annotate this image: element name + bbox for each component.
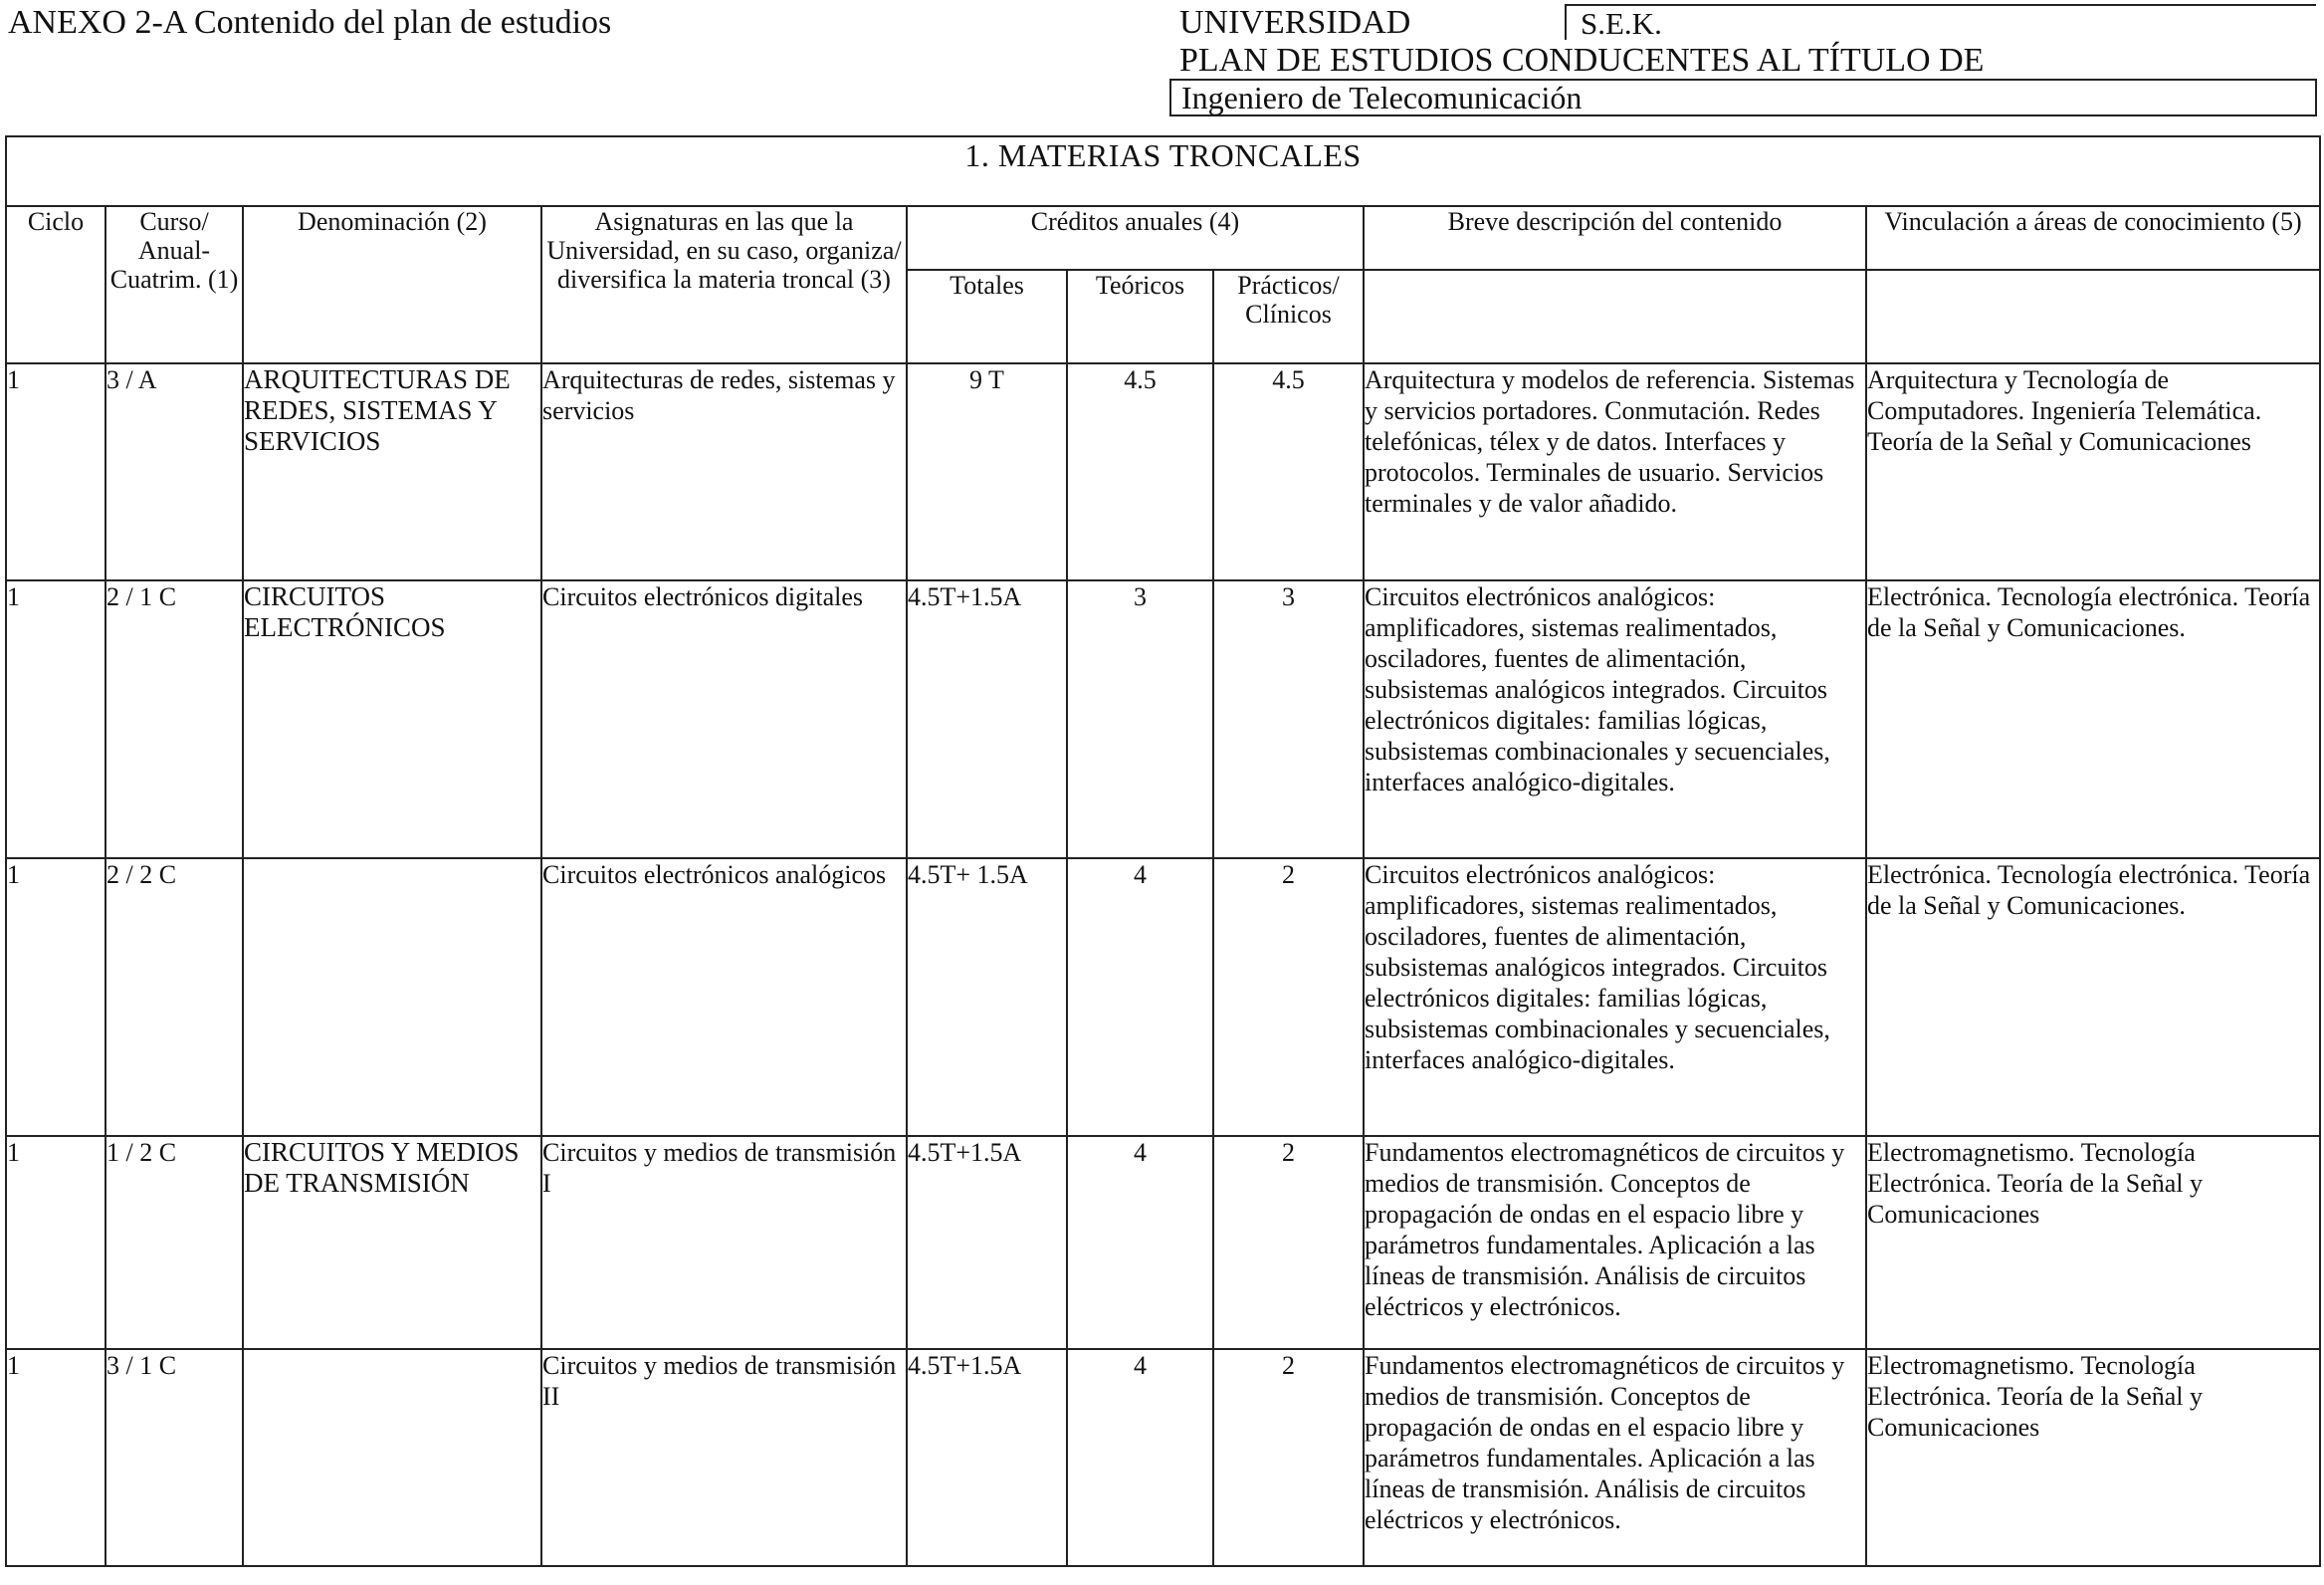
cell-vinculacion: Electromagnetismo. Tecnología Electrónica. Teoría de la Señal y Comunicaciones: [1866, 1349, 2320, 1566]
cell-ciclo: 1: [6, 580, 106, 858]
col-denominacion: Denominación (2): [243, 206, 541, 363]
cell-curso: 2 / 1 C: [106, 580, 243, 858]
cell-practicos: 3: [1213, 580, 1364, 858]
col-ciclo: Ciclo: [6, 206, 106, 363]
cell-practicos: 2: [1213, 1349, 1364, 1566]
cell-asignatura: Circuitos electrónicos digitales: [541, 580, 907, 858]
cell-totales: 4.5T+1.5A: [907, 580, 1067, 858]
cell-vinculacion: Electromagnetismo. Tecnología Electrónica. Teoría de la Señal y Comunicaciones: [1866, 1136, 2320, 1349]
cell-denominacion: CIRCUITOS ELECTRÓNICOS: [243, 580, 541, 858]
col-totales: Totales: [907, 270, 1067, 363]
cell-ciclo: 1: [6, 363, 106, 580]
table-caption: 1. MATERIAS TRONCALES: [6, 136, 2320, 206]
col-practicos: Prácticos/ Clínicos: [1213, 270, 1364, 363]
curriculum-table: [5, 135, 2321, 1567]
cell-totales: 4.5T+1.5A: [907, 1349, 1067, 1566]
col-asignaturas: Asignaturas en las que la Universidad, en su caso, organiza/ diversifica la materia troncal (3): [541, 206, 907, 363]
cell-denominacion: ARQUITECTURAS DE REDES, SISTEMAS Y SERVICIOS: [243, 363, 541, 580]
annex-title: ANEXO 2-A Contenido del plan de estudios: [8, 4, 612, 41]
table-caption-row: [6, 136, 2320, 206]
cell-ciclo: 1: [6, 1136, 106, 1349]
col-vinculacion-blank: [1866, 270, 2320, 363]
cell-asignatura: Circuitos y medios de transmisión I: [541, 1136, 907, 1349]
col-teoricos: Teóricos: [1067, 270, 1213, 363]
cell-totales: 4.5T+1.5A: [907, 1136, 1067, 1349]
cell-teoricos: 4: [1067, 858, 1213, 1136]
header-row: [6, 206, 2320, 270]
table-row: [6, 858, 2320, 1136]
plan-label: PLAN DE ESTUDIOS CONDUCENTES AL TÍTULO DE: [1179, 42, 1985, 79]
cell-asignatura: Circuitos y medios de transmisión II: [541, 1349, 907, 1566]
cell-ciclo: 1: [6, 858, 106, 1136]
cell-practicos: 2: [1213, 858, 1364, 1136]
col-descripcion-blank: [1364, 270, 1866, 363]
col-descripcion: Breve descripción del contenido: [1364, 206, 1866, 270]
cell-curso: 3 / 1 C: [106, 1349, 243, 1566]
cell-denominacion: [243, 858, 541, 1136]
cell-teoricos: 4.5: [1067, 363, 1213, 580]
cell-descripcion: Fundamentos electromagnéticos de circuitos y medios de transmisión. Conceptos de propagación de ondas en el espacio libre y parámetros fundamentales. Aplicación a las líneas de transmisión. Análisis de circuitos eléctricos y electrónicos.: [1364, 1136, 1866, 1349]
cell-asignatura: Arquitecturas de redes, sistemas y servicios: [541, 363, 907, 580]
cell-denominacion: CIRCUITOS Y MEDIOS DE TRANSMISIÓN: [243, 1136, 541, 1349]
cell-curso: 1 / 2 C: [106, 1136, 243, 1349]
cell-curso: 3 / A: [106, 363, 243, 580]
cell-asignatura: Circuitos electrónicos analógicos: [541, 858, 907, 1136]
cell-vinculacion: Electrónica. Tecnología electrónica. Teoría de la Señal y Comunicaciones.: [1866, 580, 2320, 858]
cell-teoricos: 4: [1067, 1136, 1213, 1349]
table-row: [6, 580, 2320, 858]
cell-practicos: 2: [1213, 1136, 1364, 1349]
cell-teoricos: 4: [1067, 1349, 1213, 1566]
cell-ciclo: 1: [6, 1349, 106, 1566]
table-row: [6, 1349, 2320, 1566]
cell-descripcion: Circuitos electrónicos analógicos: amplificadores, sistemas realimentados, osciladores, fuentes de alimentación, subsistemas analógicos integrados. Circuitos electrónicos digitales: familias lógicas, subsistemas combinacionales y secuenciales, interfaces analógico-digitales.: [1364, 858, 1866, 1136]
cell-totales: 4.5T+ 1.5A: [907, 858, 1067, 1136]
col-curso: Curso/ Anual- Cuatrim. (1): [106, 206, 243, 363]
cell-vinculacion: Arquitectura y Tecnología de Computadores. Ingeniería Telemática. Teoría de la Señal y Comunicaciones: [1866, 363, 2320, 580]
degree-title: Ingeniero de Telecomunicación: [1169, 79, 2317, 116]
university-value: S.E.K.: [1565, 4, 2316, 40]
cell-denominacion: [243, 1349, 541, 1566]
cell-practicos: 4.5: [1213, 363, 1364, 580]
cell-descripcion: Circuitos electrónicos analógicos: amplificadores, sistemas realimentados, osciladores, fuentes de alimentación, subsistemas analógicos integrados. Circuitos electrónicos digitales: familias lógicas, subsistemas combinacionales y secuenciales, interfaces analógico-digitales.: [1364, 580, 1866, 858]
cell-vinculacion: Electrónica. Tecnología electrónica. Teoría de la Señal y Comunicaciones.: [1866, 858, 2320, 1136]
cell-curso: 2 / 2 C: [106, 858, 243, 1136]
cell-totales: 9 T: [907, 363, 1067, 580]
table-row: [6, 363, 2320, 580]
cell-descripcion: Fundamentos electromagnéticos de circuitos y medios de transmisión. Conceptos de propagación de ondas en el espacio libre y parámetros fundamentales. Aplicación a las líneas de transmisión. Análisis de circuitos eléctricos y electrónicos.: [1364, 1349, 1866, 1566]
cell-descripcion: Arquitectura y modelos de referencia. Sistemas y servicios portadores. Conmutación. Redes telefónicas, télex y de datos. Interfaces y protocolos. Terminales de usuario. Servicios terminales y de valor añadido.: [1364, 363, 1866, 580]
university-label: UNIVERSIDAD: [1179, 4, 1411, 41]
col-creditos: Créditos anuales (4): [907, 206, 1364, 270]
cell-teoricos: 3: [1067, 580, 1213, 858]
table-row: [6, 1136, 2320, 1349]
col-vinculacion: Vinculación a áreas de conocimiento (5): [1866, 206, 2320, 270]
